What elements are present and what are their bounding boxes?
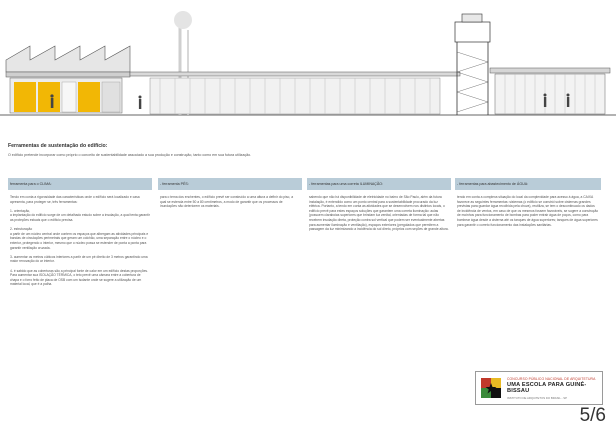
column-lighting <box>307 178 451 232</box>
column-body: sabendo que não há disponibilidade de eletricidade no bairro de São Paulo, além da futura instalação, é entendido como um ponto central para a sustentabilidade procurado da luz elétrica. Portanto, a tendo em conta as atividades que se desenvolvem nos distintos locais, o edifício prevê para estes espaços soluções que garantem uma correta iluminação: aulas (possuem claraboias superiores que brindam luz zenital, orientadas de forma tal que não recebem insolação direta, proteção contra sol vertical que podem ser eventualmente abertas para aumentar iluminação e ventilação), espaços exteriores (pergolados que permitem a passagem da luz minimizando a incidência do sol direto, próprios com seções de grande altura. <box>309 195 449 232</box>
column-body: Tendo em conta a rigorosidade das características onde o edifício será localizado e casa apresenta, para proteger se, três ferramentas: 1- orientação, a implantação do edifício surge de um detalhado estudo sobre a insolação, a qual tenta garantir as proteções estuais que o edifício precisa. 2- estruturação a partir de um núcleo central onde contem os espaços que albergam as atividades principais e bandas de circulações perimetrais que geram um colchão, uma separação entre o núcleo e o exterior, protegendo o interior, mesmo que o núcleo possa se estender de ponta a ponta para garantir ventilação cruzada. 3- aumentar os metros cúbicos interiores a partir de um pé direito de 3 metros garantindo uma maior renovação do ar interior. 4- é sabido que as coberturas são a principal fonte de calor em um edifício destas proporções. Para aumentar sua ISOLAÇÃO TÉRMICA, o teto prevê uma câmara entre a cobertura de chapa e o forro feito de placa de OSB com um isolante onde se sugere a utilização de um material local, que é a palha. <box>10 195 150 287</box>
right-classroom-block <box>490 68 610 114</box>
competition-name: CONCURSO PÚBLICO NACIONAL DE ARQUITETURA <box>507 377 596 381</box>
competition-title-card <box>475 371 603 405</box>
title-card-text <box>507 377 600 400</box>
yellow-panel <box>38 82 60 112</box>
column-heading: ferramenta para o CLIMA: <box>8 178 152 190</box>
column-body: tendo em conta a complexa situação do local da complexidade para acesso à água, a CAIXA favorece as seguintes ferramentas: sistemas (o edifício se constrói sobre cisternas grandes previstas para guardar água recolhida pela chuva), reutiliza, se tem o descontinuado os dados de incidência de ventos, em caso de que os mesmos fossem favoráveis, se sugere a construção de moinhos para funcionamento de bombas para poder extrair água de poços, como para bombear água desde a cisterna até os tanques de água superiores; tanques de água superiores para garantir o correto funcionamento das instalações sanitárias. <box>457 195 599 227</box>
yellow-panel <box>14 82 36 112</box>
left-classroom-block <box>6 46 130 113</box>
column-feet <box>158 178 302 209</box>
section-title: Ferramentas de sustentação do edifício: <box>8 143 108 149</box>
column-heading: - ferramentas para abastecimento de ÁGUA: <box>455 178 601 190</box>
column-body: para o tema dos enchentes, o edifício prevê ser construído a uma altura a definir do piso, a qual se estenda entre 50 a 80 centímetros, a modo de garantir que os processos de inundações não deteriorem os materiais. <box>160 195 294 209</box>
section-subtitle: O edifício pretende incorporar como próprio o conceito de sustentabilidade associado a sua produção e construção, tanto como em sua futura utilização. <box>8 153 252 157</box>
column-heading: - ferramenta PÉS: <box>158 178 302 190</box>
column-heading: - ferramentas para uma correta ILUMINAÇÃO: <box>307 178 451 190</box>
water-tower <box>455 14 490 115</box>
institute-name: INSTITUTO DE ARQUITETOS DO BRASIL - SP <box>507 395 567 400</box>
column-climate <box>8 178 152 287</box>
elevation-drawing <box>0 0 616 135</box>
competition-logo <box>480 377 502 399</box>
page-number: 5/6 <box>579 405 606 426</box>
central-pergola <box>130 72 460 114</box>
yellow-panel <box>78 82 100 112</box>
column-water <box>455 178 601 227</box>
project-title: UMA ESCOLA PARA GUINÉ-BISSAU <box>507 382 587 394</box>
